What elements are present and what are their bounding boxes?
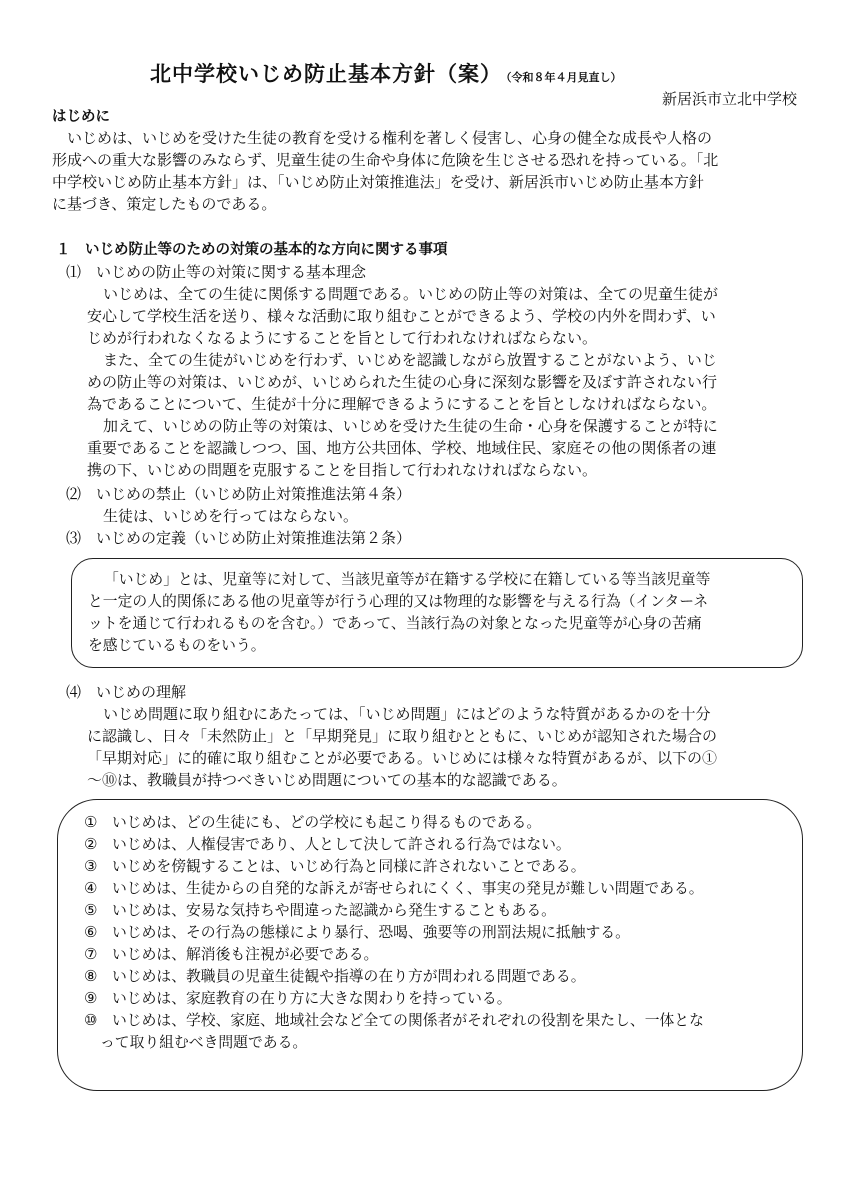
item-number: ⑨ <box>84 990 98 1007</box>
item-text: いじめは、解消後も注視が必要である。 <box>112 946 379 963</box>
paragraph-line: ～⑩は、教職員が持つべきいじめ問題についての基本的な認識である。 <box>87 771 567 789</box>
item-number: ② <box>84 836 98 853</box>
paragraph-line: めの防止等の対策は、いじめが、いじめられた生徒の心身に深刻な影響を及ぼす許されない行 <box>87 373 718 391</box>
item-text: いじめは、学校、家庭、地域社会など全ての関係者がそれぞれの役割を果たし、一体とな <box>112 1012 704 1029</box>
item-text: いじめは、家庭教育の在り方に大きな関わりを持っている。 <box>112 990 512 1007</box>
subsection-heading: ⑵ いじめの禁止（いじめ防止対策推進法第４条） <box>66 485 412 503</box>
paragraph-line: 「早期対応」に的確に取り組むことが必要である。いじめには様々な特質があるが、以下の① <box>87 749 718 767</box>
list-item <box>84 812 541 833</box>
list-item <box>84 878 704 899</box>
intro-line: いじめは、いじめを受けた生徒の教育を受ける権利を著しく侵害し、心身の健全な成長や人格の <box>67 129 713 147</box>
paragraph-line: また、全ての生徒がいじめを行わず、いじめを認識しながら放置することがないよう、いじ <box>103 351 717 369</box>
list-item <box>84 856 586 877</box>
item-text: いじめは、人権侵害であり、人として決して許される行為ではない。 <box>112 836 571 853</box>
item-number: ⑧ <box>84 968 98 985</box>
understanding-box <box>57 799 803 1091</box>
definition-line: と一定の人的関係にある他の児童等が行う心理的又は物理的な影響を与える行為（インターネ <box>88 593 709 610</box>
item-number: ① <box>84 814 98 831</box>
paragraph-line: 為であることについて、生徒が十分に理解できるようにすることを旨としなければならない。 <box>87 395 717 413</box>
list-item <box>84 1010 704 1031</box>
section-1-heading: １ いじめ防止等のための対策の基本的な方向に関する事項 <box>56 242 448 258</box>
intro-line: 中学校いじめ防止基本方針」は、「いじめ防止対策推進法」を受け、新居浜市いじめ防止基本方針 <box>52 173 704 191</box>
list-item <box>84 834 571 855</box>
list-item <box>84 900 556 921</box>
definition-box <box>71 558 803 668</box>
item-text: いじめは、どの生徒にも、どの学校にも起こり得るものである。 <box>112 814 542 831</box>
paragraph-line: に認識し、日々「未然防止」と「早期発見」に取り組むとともに、いじめが認知された場合の <box>87 727 718 745</box>
item-number: ④ <box>84 880 98 897</box>
paragraph-line: 携の下、いじめの問題を克服することを目指して行われなければならない。 <box>87 461 598 479</box>
paragraph-line: 重要であることを認識しつつ、国、地方公共団体、学校、地域住民、家庭その他の関係者の連 <box>87 439 717 457</box>
item-text: いじめは、教職員の児童生徒観や指導の在り方が問われる問題である。 <box>112 968 586 985</box>
item-text: いじめを傍観することは、いじめ行為と同様に許されないことである。 <box>112 858 586 875</box>
list-item-continuation: って取り組むべき問題である。 <box>100 1034 308 1051</box>
definition-line: ットを通じて行われるものを含む。）であって、当該行為の対象となった児童等が心身の苦痛 <box>88 615 702 632</box>
intro-line: に基づき、策定したものである。 <box>52 195 277 213</box>
paragraph-line: 生徒は、いじめを行ってはならない。 <box>103 507 359 525</box>
definition-line: を感じているものをいう。 <box>88 637 266 654</box>
paragraph-line: じめが行われなくなるようにすることを旨として行われなければならない。 <box>87 329 598 347</box>
paragraph-line: いじめ問題に取り組むにあたっては、「いじめ問題」にはどのような特質があるかのを十分 <box>103 705 711 723</box>
item-text: いじめは、安易な気持ちや間違った認識から発生することもある。 <box>112 902 556 919</box>
paragraph-line: いじめは、全ての生徒に関係する問題である。いじめの防止等の対策は、全ての児童生徒が <box>103 285 719 303</box>
school-name: 新居浜市立北中学校 <box>661 90 797 108</box>
title-revision-note: （令和８年４月見直し） <box>506 71 622 84</box>
intro-line: 形成への重大な影響のみならず、児童生徒の生命や身体に危険を生じさせる恐れを持っている。「北 <box>52 151 719 169</box>
document-title <box>150 58 622 88</box>
list-item <box>84 922 630 943</box>
subsection-heading: ⑶ いじめの定義（いじめ防止対策推進法第２条） <box>66 529 412 547</box>
item-number: ⑥ <box>84 924 98 941</box>
item-number: ⑩ <box>84 1012 98 1029</box>
paragraph-line: 加えて、いじめの防止等の対策は、いじめを受けた生徒の生命・心身を保護することが特に <box>103 417 718 435</box>
title-main: 北中学校いじめ防止基本方針（案） <box>150 62 502 86</box>
definition-line: 「いじめ」とは、児童等に対して、当該児童等が在籍する学校に在籍している等当該児童等 <box>104 571 711 588</box>
list-item <box>84 944 378 965</box>
intro-heading: はじめに <box>52 109 110 125</box>
item-text: いじめは、その行為の態様により暴行、恐喝、強要等の刑罰法規に抵触する。 <box>112 924 630 941</box>
paragraph-line: 安心して学校生活を送り、様々な活動に取り組むことができるよう、学校の内外を問わず、い <box>87 307 716 325</box>
subsection-heading: ⑷ いじめの理解 <box>66 683 187 701</box>
item-text: いじめは、生徒からの自発的な訴えが寄せられにくく、事実の発見が難しい問題である。 <box>112 880 704 897</box>
item-number: ⑦ <box>84 946 98 963</box>
list-item <box>84 988 512 1009</box>
item-number: ③ <box>84 858 98 875</box>
subsection-heading: ⑴ いじめの防止等の対策に関する基本理念 <box>66 263 367 281</box>
list-item <box>84 966 586 987</box>
item-number: ⑤ <box>84 902 98 919</box>
